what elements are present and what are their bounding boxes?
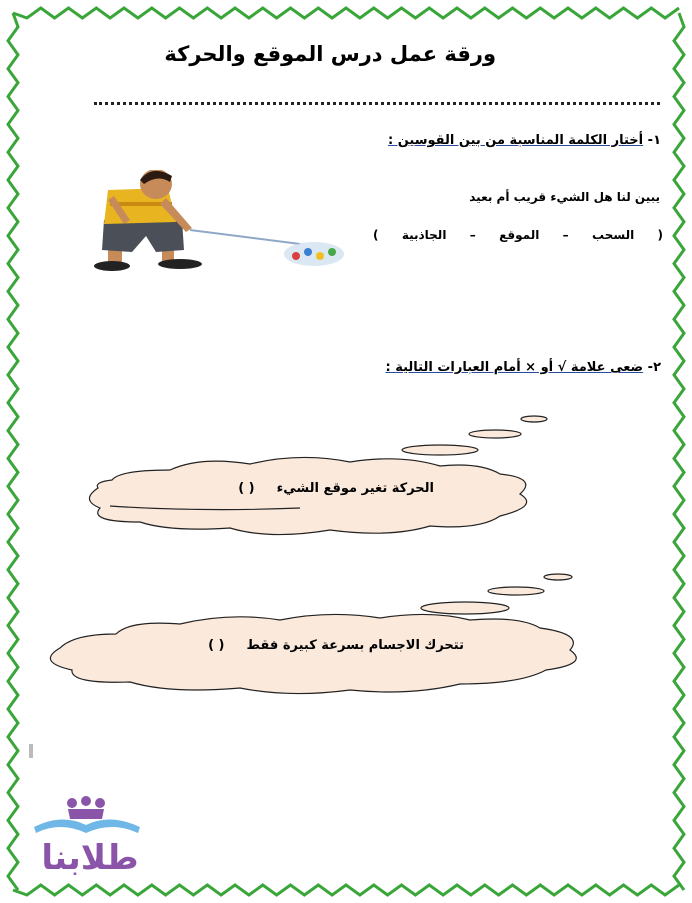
answer-box[interactable]: ( )	[208, 638, 225, 653]
statement-2	[208, 638, 464, 653]
choice-separator: –	[562, 228, 569, 242]
statement-text: تتحرك الاجسام بسرعة كبيرة فقط	[246, 638, 464, 653]
choice-item: الجاذبية	[401, 228, 447, 242]
question-1-number: ١-	[647, 133, 661, 148]
page-title: ورقة عمل درس الموقع والحركة	[164, 42, 496, 66]
question-1-prompt: يبين لنا هل الشيء قريب أم بعيد	[469, 190, 660, 204]
statement-1	[238, 481, 434, 496]
choice-item: السحب	[592, 228, 635, 242]
close-paren: )	[373, 228, 379, 242]
open-paren: (	[657, 228, 663, 242]
question-2-text: ضعى علامة √ أو × أمام العبارات التالية :	[385, 360, 644, 375]
talabuna-logo	[22, 795, 152, 875]
logo-text: طلابنا	[41, 838, 139, 875]
question-1-text: أختار الكلمة المناسبة من بين القوسين :	[387, 133, 644, 148]
choice-item: الموقع	[499, 228, 540, 242]
answer-box[interactable]: ( )	[238, 481, 255, 496]
margin-mark	[29, 744, 33, 758]
statement-text: الحركة تغير موقع الشيء	[276, 481, 434, 496]
question-2-number: ٢-	[647, 360, 661, 375]
choice-separator: –	[469, 228, 476, 242]
